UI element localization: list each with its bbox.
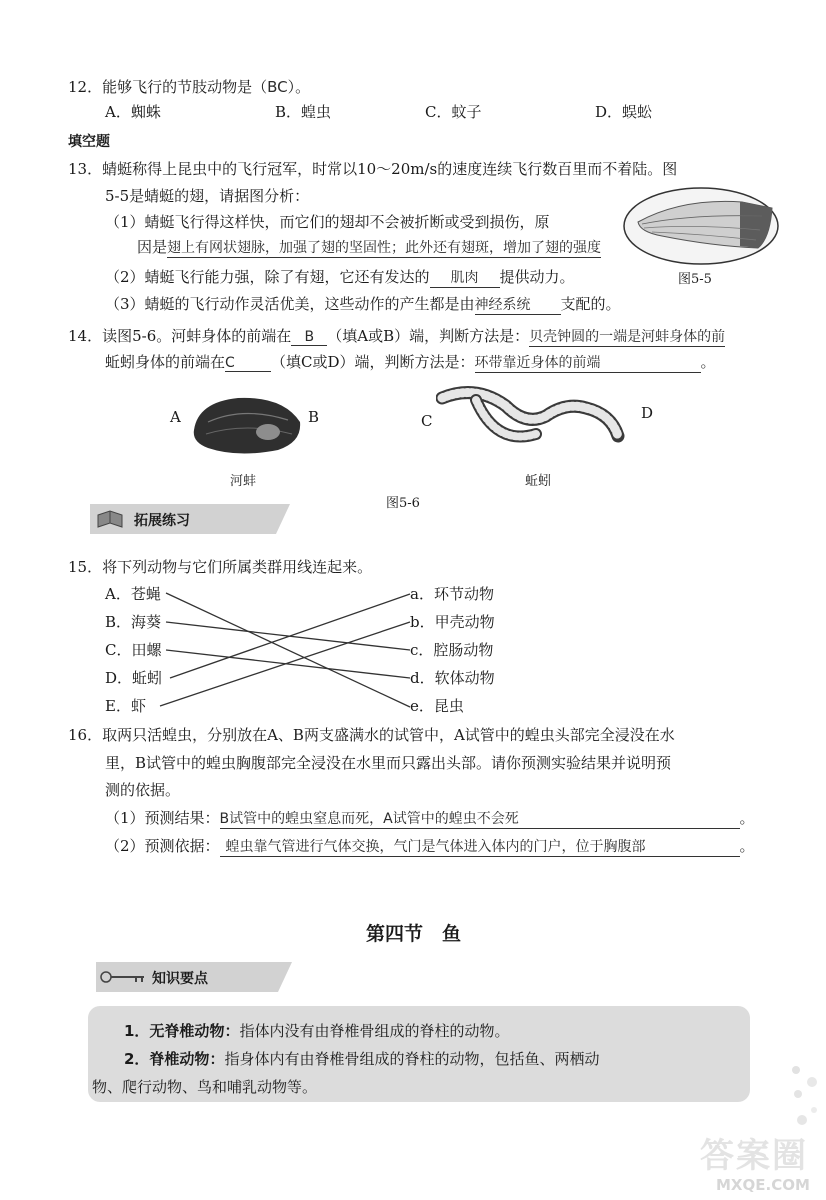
q13-p3-answer: 神经系统 <box>475 294 561 315</box>
key-icon <box>100 969 148 985</box>
q13-line1: 13．蜻蜓称得上昆虫中的飞行冠军，时常以10～20m/s的速度连续飞行数百里而不着陆。图 <box>68 160 678 178</box>
q16-basis-prefix: （2）预测依据： <box>105 837 220 855</box>
knowledge-banner <box>96 962 292 992</box>
q13-p3-prefix: （3）蜻蜓的飞行动作灵活优美，这些动作的产生都是由 <box>105 295 475 313</box>
q15-animal-c: C．田螺 <box>105 641 162 659</box>
fill-heading: 填空题 <box>68 134 110 150</box>
q16-line1: 16．取两只活蝗虫，分别放在A、B两支盛满水的试管中，A试管中的蝗虫头部完全浸没在水 <box>68 726 675 744</box>
q12-option-b: B．蝗虫 <box>275 103 332 121</box>
q16-result-answer: B试管中的蝗虫窒息而死，A试管中的蝗虫不会死 <box>220 808 740 829</box>
q13-p2-answer: 肌肉 <box>430 267 500 288</box>
q13-p3-suffix: 支配的。 <box>560 295 621 313</box>
knowledge-banner-label: 知识要点 <box>152 971 208 987</box>
q12-stem-text: 12．能够飞行的节肢动物是（ <box>68 78 268 96</box>
line-b-c <box>166 622 410 650</box>
q16-result <box>105 807 755 829</box>
knowledge-item-2 <box>124 1048 599 1069</box>
q12-answer: BC <box>267 78 288 96</box>
q15-animal-b: B．海葵 <box>105 613 162 631</box>
fig-5-6-caption: 图5-6 <box>386 496 420 511</box>
extension-banner-label: 拓展练习 <box>134 513 190 529</box>
knowledge-item-1-text: 指体内没有由脊椎骨组成的脊柱的动物。 <box>239 1022 510 1040</box>
line-a-e <box>166 593 410 707</box>
worm-label-d: D <box>641 404 654 422</box>
q15-animal-d: D．蚯蚓 <box>105 669 163 687</box>
knowledge-item-2-label: 2．脊椎动物： <box>124 1050 225 1068</box>
q14-l2-answer1: C <box>225 355 271 372</box>
knowledge-item-1 <box>124 1020 509 1041</box>
fig-5-5-caption: 图5-5 <box>678 272 712 287</box>
q14-l2-end: 。 <box>700 353 716 371</box>
q15-group-c: c．腔肠动物 <box>410 641 494 659</box>
q15-group-b: b．甲壳动物 <box>410 613 495 631</box>
watermark-url: MXQE.COM <box>716 1176 810 1194</box>
q13-p1-line1: （1）蜻蜓飞行得这样快，而它们的翅却不会被折断或受到损伤，原 <box>105 213 550 231</box>
knowledge-item-1-label: 1．无脊椎动物： <box>124 1022 240 1040</box>
worm-caption: 蚯蚓 <box>525 474 552 489</box>
q15-animal-a: A．苍蝇 <box>105 585 161 603</box>
q14-l2-answer2: 环带靠近身体的前端 <box>475 352 701 373</box>
q14-l1-answer2: 贝壳钟圆的一端是河蚌身体的前 <box>529 326 725 347</box>
q15-group-e: e．昆虫 <box>410 697 464 715</box>
q16-result-end: 。 <box>739 809 755 827</box>
knowledge-item-2-cont: 物、爬行动物、鸟和哺乳动物等。 <box>92 1078 318 1096</box>
worm-label-c: C <box>421 412 433 430</box>
q13-p2-prefix: （2）蜻蜓飞行能力强，除了有翅，它还有发达的 <box>105 268 430 286</box>
q15-animal-e: E．虾 <box>105 697 146 715</box>
q16-basis-end: 。 <box>739 837 755 855</box>
q13-p2-suffix: 提供动力。 <box>499 268 575 286</box>
q14-l1-answer1: B <box>291 329 327 346</box>
q12-close: ）。 <box>287 78 311 96</box>
q15-group-a: a．环节动物 <box>410 585 494 603</box>
section-title: 第四节 鱼 <box>366 923 462 945</box>
q13-p1-prefix: 因是 <box>137 238 168 256</box>
q15-stem: 15．将下列动物与它们所属类群用线连起来。 <box>68 558 373 576</box>
q16-basis <box>105 835 755 857</box>
q12-option-d: D．蜈蚣 <box>595 103 653 121</box>
clam-label-b: B <box>308 408 320 426</box>
q16-line3: 测的依据。 <box>105 781 181 799</box>
line-e-b <box>160 622 410 706</box>
q14-l1-mid: （填A或B）端，判断方法是： <box>327 327 530 345</box>
watermark-logo: 答案圈 <box>700 1136 808 1176</box>
q14-l2-prefix: 蚯蚓身体的前端在 <box>105 353 226 371</box>
clam-caption: 河蚌 <box>230 474 257 489</box>
decorative-dots <box>784 1060 824 1130</box>
line-c-d <box>166 650 410 678</box>
knowledge-item-2-text: 指身体内有由脊椎骨组成的脊柱的动物，包括鱼、两栖动 <box>224 1050 600 1068</box>
q16-basis-answer: 蝗虫靠气管进行气体交换，气门是气体进入体内的门户，位于胸腹部 <box>220 836 740 857</box>
q12-option-c: C．蚊子 <box>425 103 482 121</box>
q16-line2: 里，B试管中的蝗虫胸腹部完全浸没在水里而只露出头部。请你预测实验结果并说明预 <box>105 754 672 772</box>
q12-option-a: A．蜘蛛 <box>105 103 161 121</box>
q16-result-prefix: （1）预测结果： <box>105 809 220 827</box>
q15-group-d: d．软体动物 <box>410 669 495 687</box>
line-d-a <box>170 594 410 678</box>
q14-l1-prefix: 14．读图5-6。河蚌身体的前端在 <box>68 327 292 345</box>
q13-p1-answer: 翅上有网状翅脉，加强了翅的坚固性；此外还有翅斑，增加了翅的强度 <box>167 237 601 258</box>
clam-label-a: A <box>170 408 181 426</box>
q14-l2-mid: （填C或D）端，判断方法是： <box>271 353 475 371</box>
q13-line2: 5-5是蜻蜓的翅，请据图分析： <box>105 187 310 205</box>
